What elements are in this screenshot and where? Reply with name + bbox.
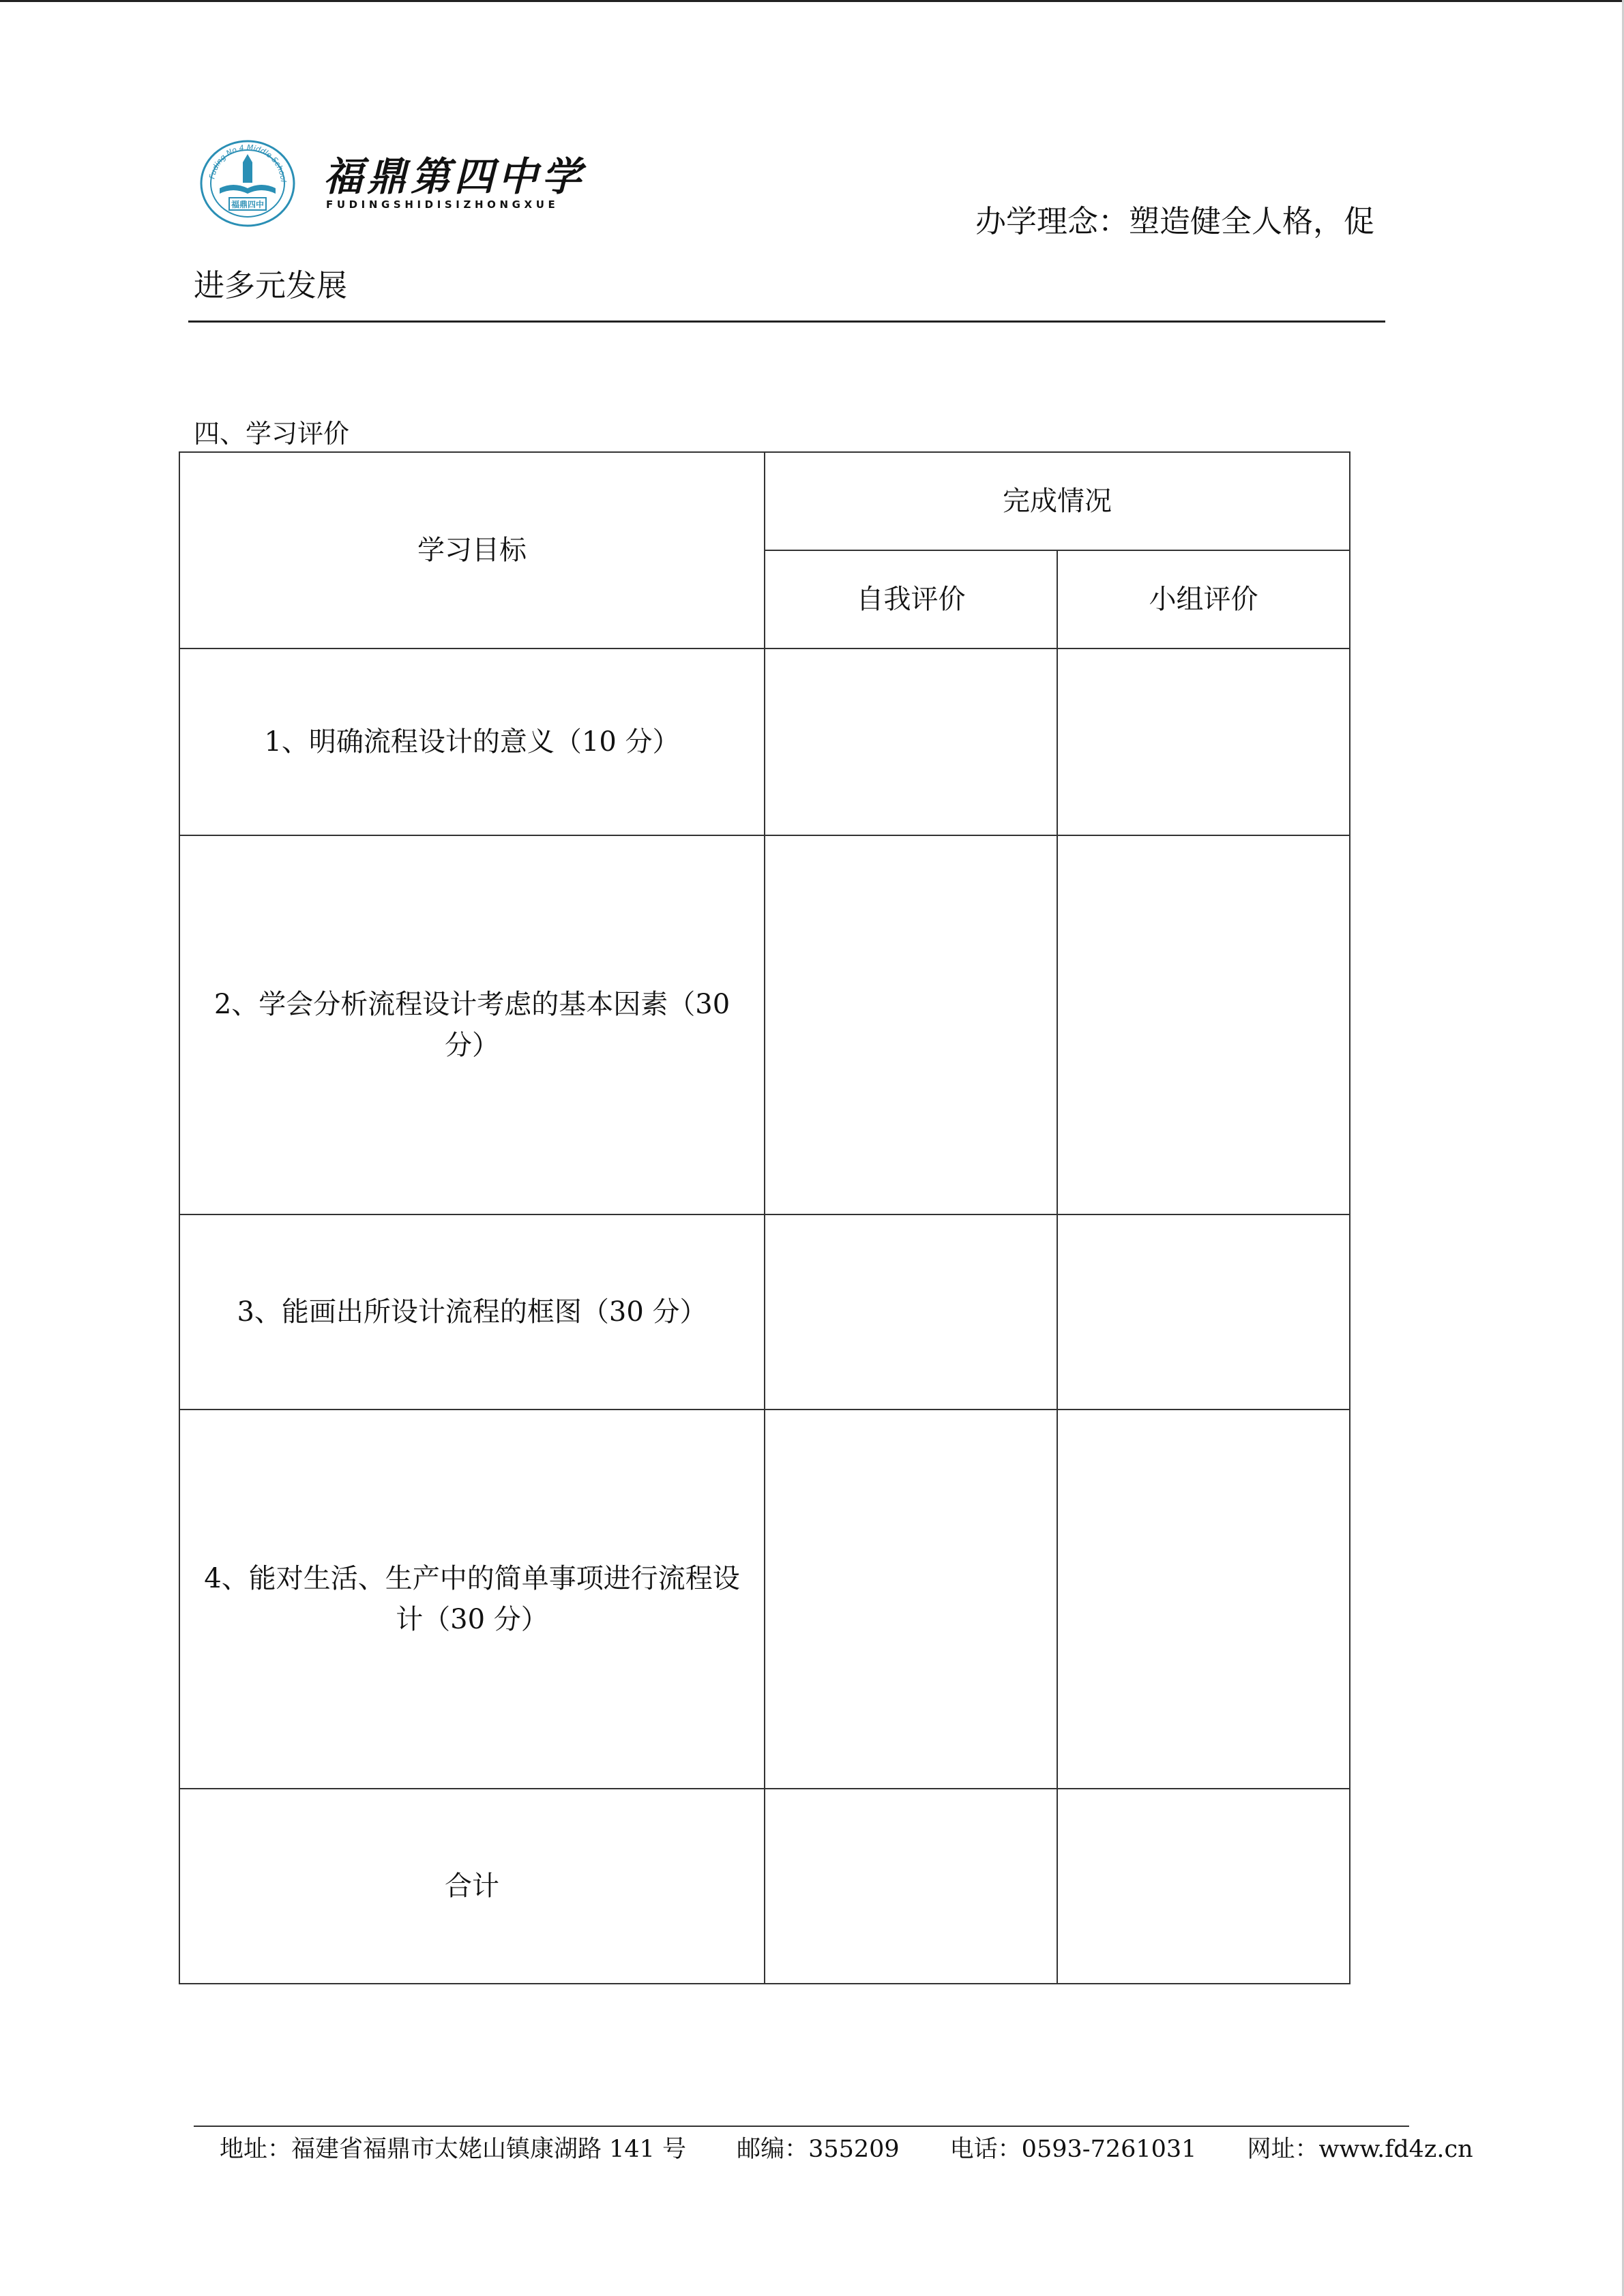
self-evaluation-cell[interactable] — [765, 835, 1057, 1214]
footer — [220, 2130, 1473, 2164]
table-row — [179, 648, 1350, 835]
table-row — [179, 835, 1350, 1214]
footer-website[interactable]: 网址：www.fd4z.cn — [1247, 2136, 1473, 2163]
svg-text:福鼎四中: 福鼎四中 — [231, 200, 265, 209]
svg-text:Fuding No.4 Middle School: Fuding No.4 Middle School — [207, 143, 288, 183]
header-divider — [188, 320, 1385, 323]
table-row — [179, 1214, 1350, 1410]
footer-postcode: 邮编：355209 — [737, 2136, 900, 2163]
goal-cell: 1、明确流程设计的意义（10 分） — [179, 648, 765, 835]
table-header-row — [179, 452, 1350, 550]
section-title: 四、学习评价 — [194, 419, 350, 449]
header-completion: 完成情况 — [765, 452, 1350, 550]
goal-cell: 3、能画出所设计流程的框图（30 分） — [179, 1214, 765, 1410]
page-top-border — [0, 0, 1624, 2]
header-group-evaluation: 小组评价 — [1057, 550, 1350, 648]
school-name-en: FUDINGSHIDISIZHONGXUE — [326, 198, 559, 211]
total-self-cell[interactable] — [765, 1789, 1057, 1984]
evaluation-table — [179, 451, 1350, 1984]
footer-phone: 电话：0593-7261031 — [949, 2136, 1197, 2163]
group-evaluation-cell[interactable] — [1057, 1410, 1350, 1789]
footer-address: 地址：福建省福鼎市太姥山镇康湖路 141 号 — [220, 2136, 687, 2163]
table-total-row — [179, 1789, 1350, 1984]
header-self-evaluation: 自我评价 — [765, 550, 1057, 648]
group-evaluation-cell[interactable] — [1057, 648, 1350, 835]
school-name-cn: 福鼎第四中学 — [323, 153, 586, 200]
table-row — [179, 1410, 1350, 1789]
motto-line-2: 进多元发展 — [194, 267, 348, 303]
self-evaluation-cell[interactable] — [765, 1410, 1057, 1789]
self-evaluation-cell[interactable] — [765, 1214, 1057, 1410]
total-label: 合计 — [179, 1789, 765, 1984]
self-evaluation-cell[interactable] — [765, 648, 1057, 835]
goal-cell: 4、能对生活、生产中的简单事项进行流程设计（30 分） — [179, 1410, 765, 1789]
group-evaluation-cell[interactable] — [1057, 835, 1350, 1214]
school-emblem-icon — [199, 139, 296, 228]
group-evaluation-cell[interactable] — [1057, 1214, 1350, 1410]
header-learning-goal: 学习目标 — [179, 452, 765, 648]
goal-cell: 2、学会分析流程设计考虑的基本因素（30 分） — [179, 835, 765, 1214]
footer-divider — [194, 2126, 1409, 2127]
total-group-cell[interactable] — [1057, 1789, 1350, 1984]
motto-line-1: 办学理念：塑造健全人格，促 — [975, 203, 1375, 239]
